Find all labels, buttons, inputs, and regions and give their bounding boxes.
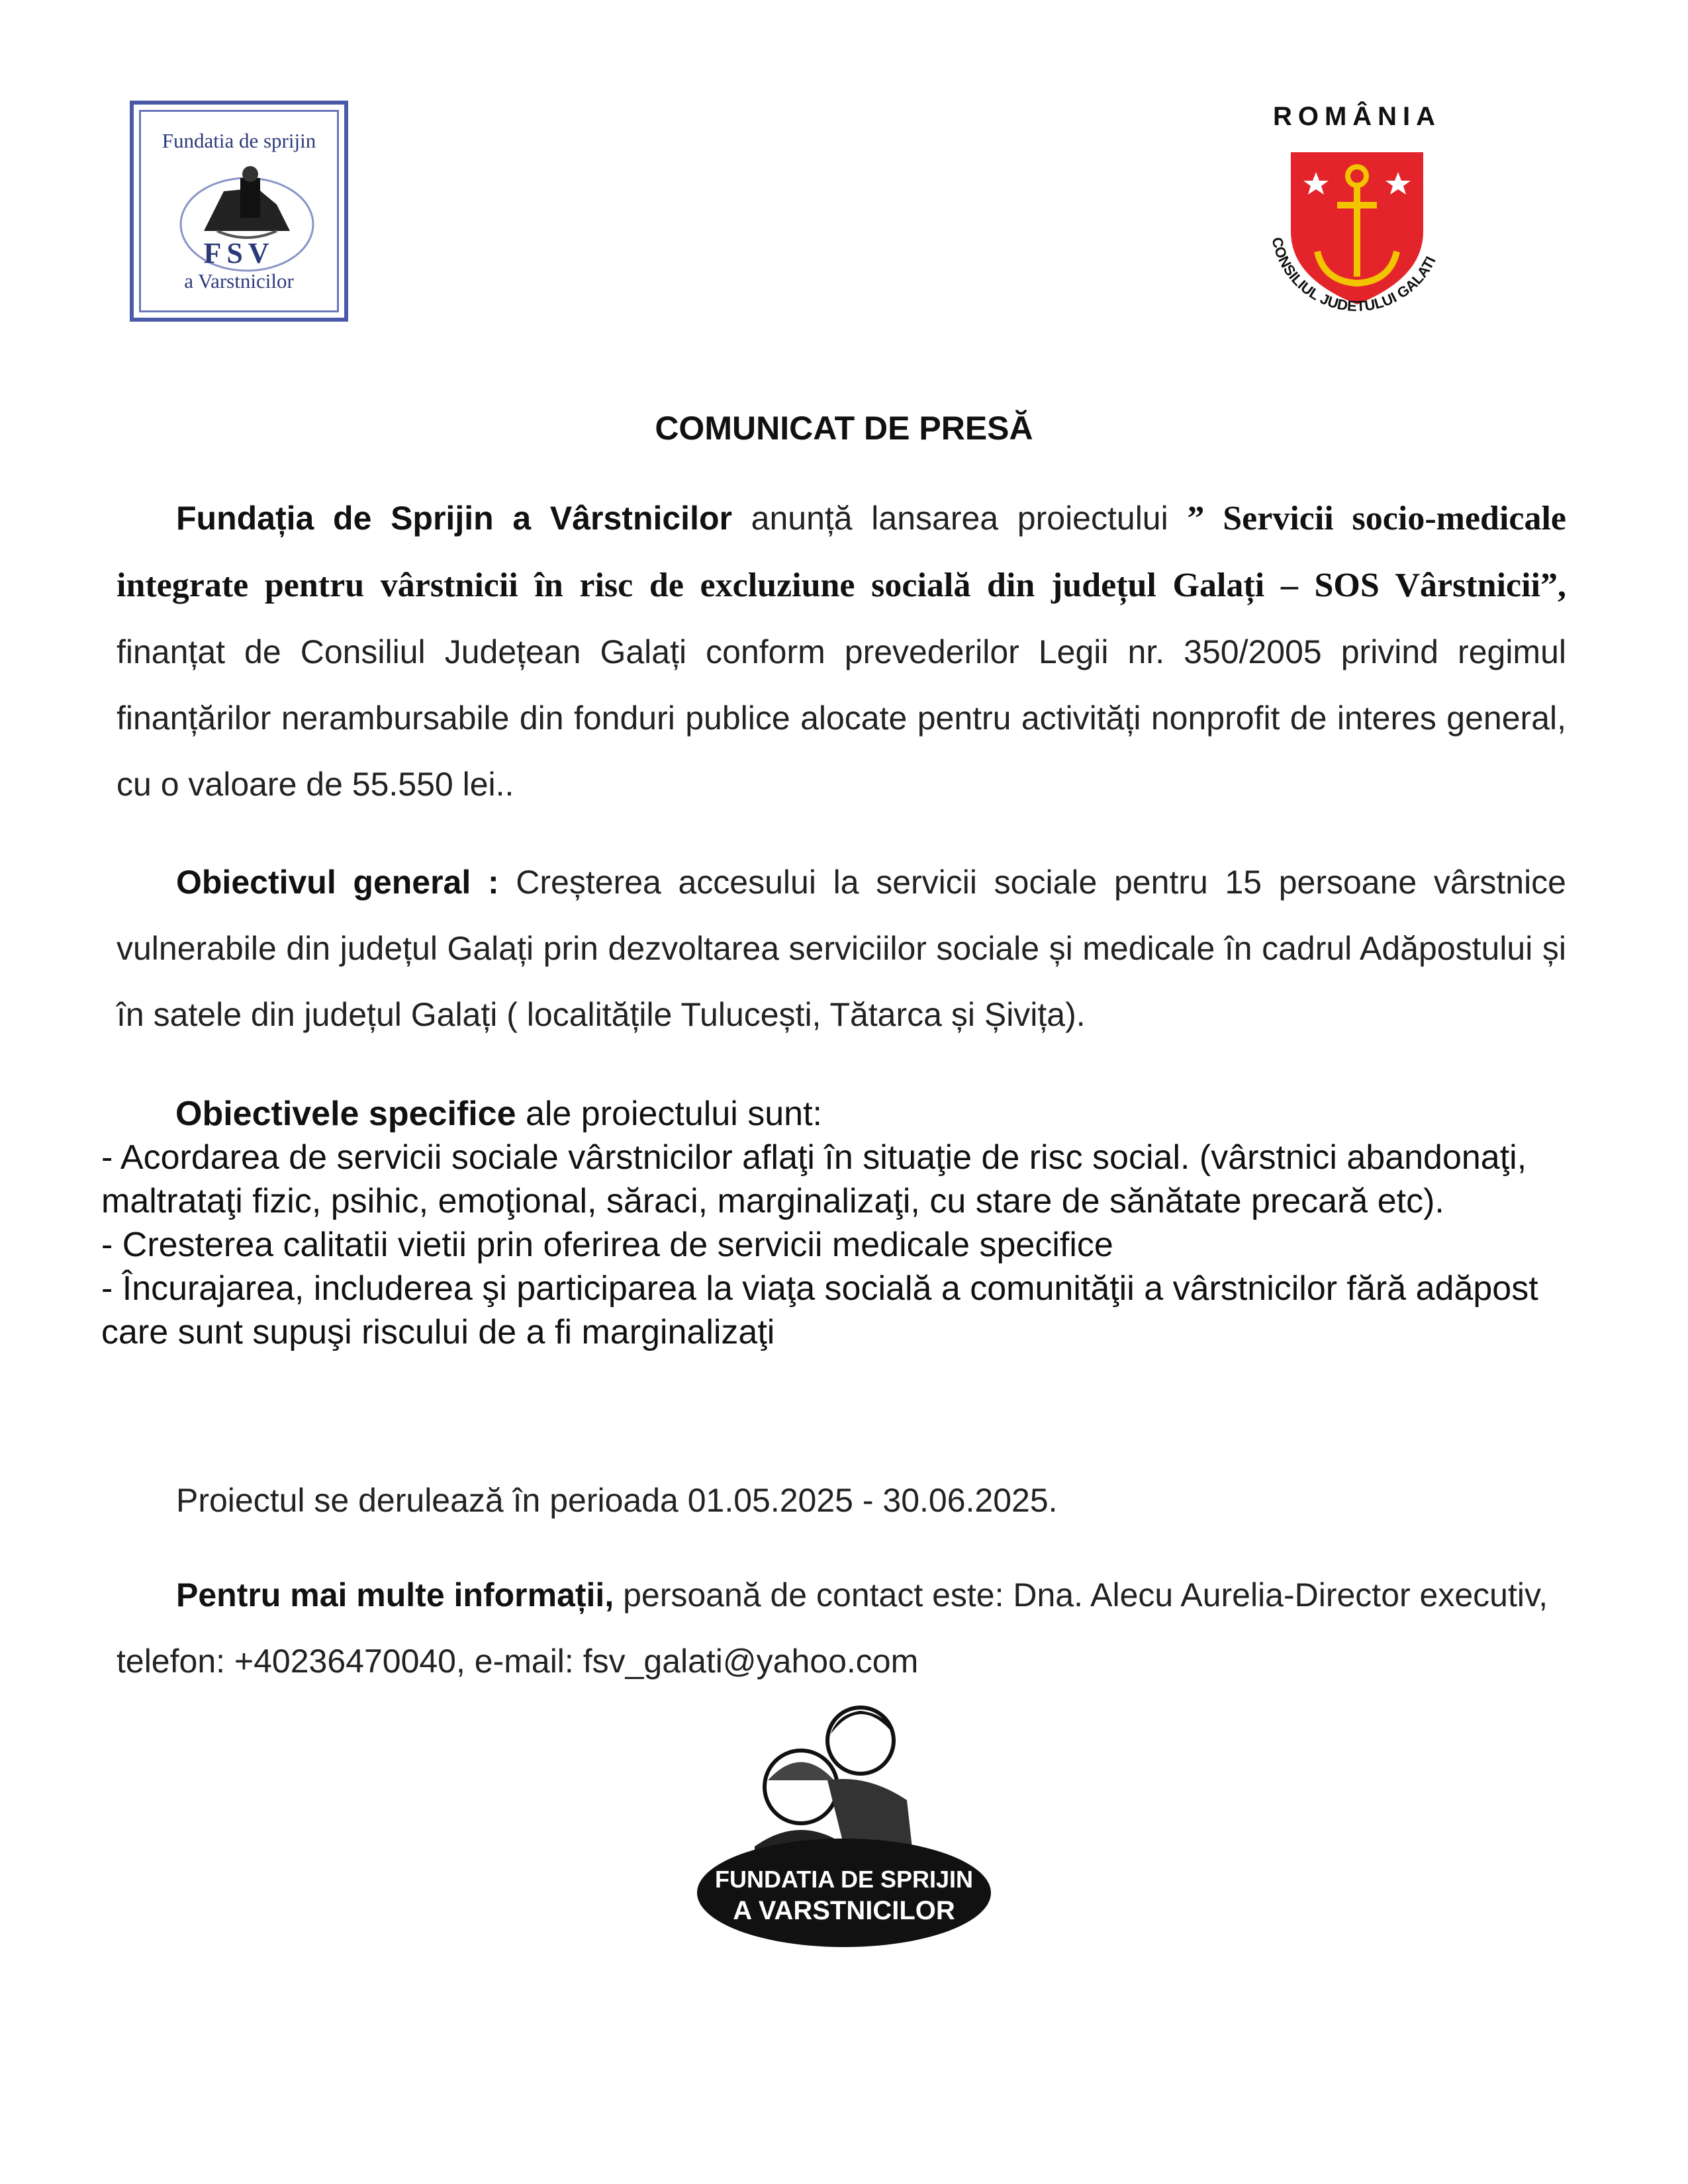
intro-text-1: anunță lansarea proiectului — [731, 500, 1188, 537]
specific-objectives-lead-rest: ale proiectului sunt: — [516, 1095, 822, 1133]
romania-crest-logo — [1244, 93, 1470, 331]
bottom-logo-line1: FUNDATIA DE SPRIJIN — [714, 1866, 974, 1893]
fsv-logo-frame — [139, 110, 339, 312]
contact-paragraph — [117, 1562, 1566, 1694]
project-name: ” Servicii socio-medicale integrate pentru vârstnicii în risc de excluziune socială din județul Galați – SOS Vârstnicii”, — [117, 500, 1566, 604]
fsv-logo-bottom-text: a Varstnicilor — [184, 269, 294, 293]
contact-text: persoană de contact este: Dna. Alecu Aurelia-Director executiv, telefon: +40236470040, e-mail: fsv_galati@yahoo.com — [117, 1576, 1548, 1680]
general-objective-lead: Obiectivul general : — [176, 864, 499, 901]
fsv-logo — [130, 101, 348, 322]
intro-lead: Fundația de Sprijin a Vârstnicilor — [176, 500, 732, 537]
specific-objectives-lead: Obiectivele specifice — [175, 1095, 516, 1133]
fsv-logo-top-text: Fundatia de sprijin — [162, 129, 316, 152]
contact-lead: Pentru mai multe informații, — [176, 1576, 614, 1614]
list-item: - Acordarea de servicii sociale vârstnicilor aflaţi în situaţie de risc social. (vârstnici abandonaţi, maltrataţi fizic, psihic, emoţional, săraci, marginalizaţi, cu stare de sănătate precară etc). — [101, 1138, 1527, 1220]
intro-paragraph — [117, 485, 1566, 817]
page-title: COMUNICAT DE PRESĂ — [655, 410, 1033, 447]
logo-oval — [697, 1839, 991, 1947]
specific-objectives — [101, 1092, 1591, 1354]
intro-text-2: finanțat de Consiliul Județean Galați conform prevederilor Legii nr. 350/2005 privind regimul finanțărilor nerambursabile din fonduri publice alocate pentru activități nonprofit de interes general, cu o valoare de 55.550 lei.. — [117, 633, 1566, 803]
list-item: - Încurajarea, includerea şi participarea la viaţa socială a comunităţii a vârstnicilor fără adăpost care sunt supuşi riscului de a fi marginalizaţi — [101, 1269, 1538, 1351]
specific-objectives-heading — [101, 1092, 1591, 1136]
project-period: Proiectul se derulează în perioada 01.05.2025 - 30.06.2025. — [176, 1482, 1058, 1519]
anchor-crest-icon — [1244, 139, 1470, 331]
bottom-logo-line2: A VARSTNICILOR — [733, 1896, 955, 1925]
romania-arc-text: CONSILIUL JUDETULUI GALATI — [1268, 236, 1439, 315]
general-objective-paragraph — [117, 849, 1566, 1048]
fsv-logo-initials: FSV — [203, 237, 275, 269]
list-item: - Cresterea calitatii vietii prin oferirea de servicii medicale specifice — [101, 1226, 1113, 1264]
fsv-bottom-logo — [695, 1694, 993, 1952]
general-objective-text: Creșterea accesului la servicii sociale pentru 15 persoane vârstnice vulnerabile din județul Galați prin dezvoltarea serviciilor sociale și medicale în cadrul Adăpostului și în satele din județul Galați ( localitățile Tulucești, Tătarca și Șivița). — [117, 864, 1566, 1033]
romania-title: ROMÂNIA — [1272, 102, 1442, 131]
